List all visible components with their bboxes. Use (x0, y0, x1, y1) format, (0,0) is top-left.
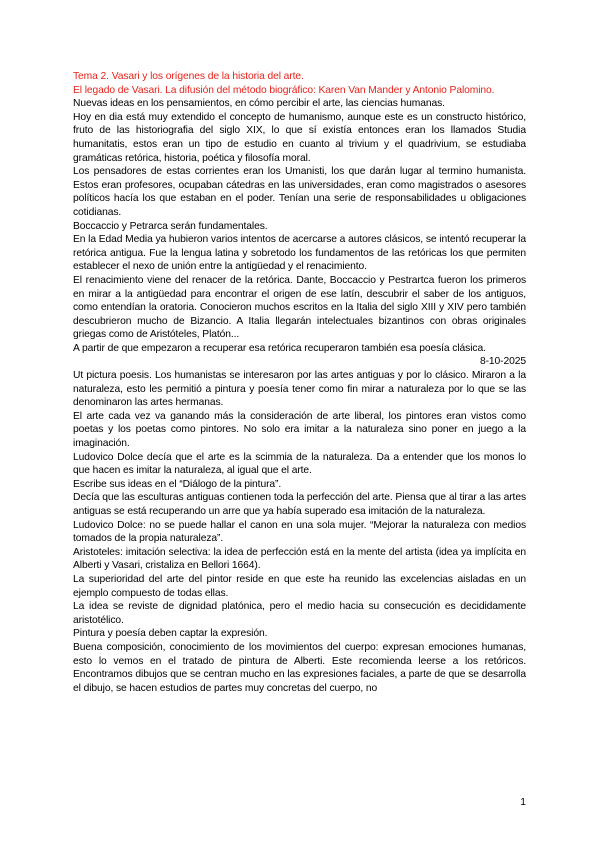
paragraph: La superioridad del arte del pintor reside en que este ha reunido las excelencias aisladas en un ejemplo compuesto de todas ellas. (73, 573, 526, 599)
paragraph: Escribe sus ideas en el “Diálogo de la pintura”. (73, 478, 282, 490)
paragraph: Ludovico Dolce: no se puede hallar el canon en una sola mujer. “Mejorar la naturaleza con medios tomados de la propia naturaleza”. (73, 519, 526, 545)
paragraph: Ut pictura poesis. Los humanistas se interesaron por las artes antiguas y por lo clásico. Miraron a la naturaleza, esto les permitió a pintura y poesía tener como fin mirar a naturaleza por lo que se las denominaron las artes hermanas. (73, 370, 526, 409)
paragraph: Nuevas ideas en los pensamientos, en cómo percibir el arte, las ciencias humanas. (73, 98, 445, 110)
paragraph: A partir de que empezaron a recuperar esa retórica recuperaron también esa poesía clásica. (73, 342, 486, 354)
document-title: Tema 2. Vasari y los orígenes de la historia del arte. (73, 71, 304, 82)
document-subtitle: El legado de Vasari. La difusión del método biográfico: Karen Van Mander y Antonio Palomino. (73, 84, 495, 96)
paragraph: Pintura y poesía deben captar la expresión. (73, 628, 268, 640)
paragraph: La idea se reviste de dignidad platónica, pero el medio hacia su consecución es decididamente aristotélico. (73, 601, 526, 626)
paragraph: El renacimiento viene del renacer de la retórica. Dante, Boccaccio y Pestrartca fueron los primeros en mirar a la antigüedad para encontrar el origen de ese latín, descubrir el saber de los antiguos, como entendían la oratoria. Conocieron muchos escritos en la Italia del siglo XIII y XIV pero también descubrieron mucho de Bizancio. A Italia llegarán intelectuales bizantinos con obras originales griegas como de Aristóteles, Platón... (73, 274, 526, 341)
paragraph: Hoy en dia está muy extendido el concepto de humanismo, aunque este es un constructo histórico, fruto de las historiografia del siglo XIX, lo que sí existía entonces eran los llamados Studia humanitatis, estos eran un tipo de estudio en cuanto al trivium y el quadrivium, se estudiaba gramáticas retórica, historia, poética y filosofía moral. (73, 111, 526, 164)
date-label: 8-10-2025 (479, 356, 526, 368)
paragraph: Ludovico Dolce decía que el arte es la scimmia de la naturaleza. Da a entender que los monos lo que hacen es imitar la naturaleza, al igual que el arte. (73, 451, 526, 477)
paragraph: En la Edad Media ya hubieron varios intentos de acercarse a autores clásicos, se intentó recuperar la retórica antigua. Fue la lengua latina y sobretodo los fundamentos de las retóricas los que permiten establecer el nexo de unión entre la antigüedad y el renacimiento. (73, 234, 526, 273)
page-number: 1 (520, 797, 526, 808)
paragraph: Los pensadores de estas corrientes eran los Umanisti, los que darán lugar al termino humanista. Estos eran profesores, ocupaban cátedras en las universidades, eran como magistrados o asesores políticos hacía los que estaban en el poder. Tenían una serie de responsabilidades u obligaciones cotidianas. (73, 166, 526, 218)
paragraph: Buena composición, conocimiento de los movimientos del cuerpo: expresan emociones humanas, esto lo vemos en el tratado de pintura de Alberti. Este recomienda leerse a los retóricos. Encontramos dibujos que se centran mucho en las expresiones faciales, a parte de que se desarrolla el dibujo, se hacen estudios de partes muy concretas del cuerpo, no (73, 641, 526, 694)
paragraph: Decía que las esculturas antiguas contienen toda la perfección del arte. Piensa que al tirar a las artes antiguas se está recuperando un arre que ya había superado esa imitación de la naturaleza. (73, 492, 526, 517)
document-page (73, 70, 526, 695)
paragraph: El arte cada vez va ganando más la consideración de arte liberal, los pintores eran vistos como poetas y los poetas como pintores. No solo era imitar a la naturaleza sino poner en juego a la imaginación. (73, 410, 526, 450)
paragraph: Boccaccio y Petrarca serán fundamentales. (73, 220, 268, 232)
paragraph: Aristoteles: imitación selectiva: la idea de perfección está en la mente del artista (idea ya implícita en Alberti y Vasari, cristaliza en Bellori 1664). (73, 546, 526, 572)
